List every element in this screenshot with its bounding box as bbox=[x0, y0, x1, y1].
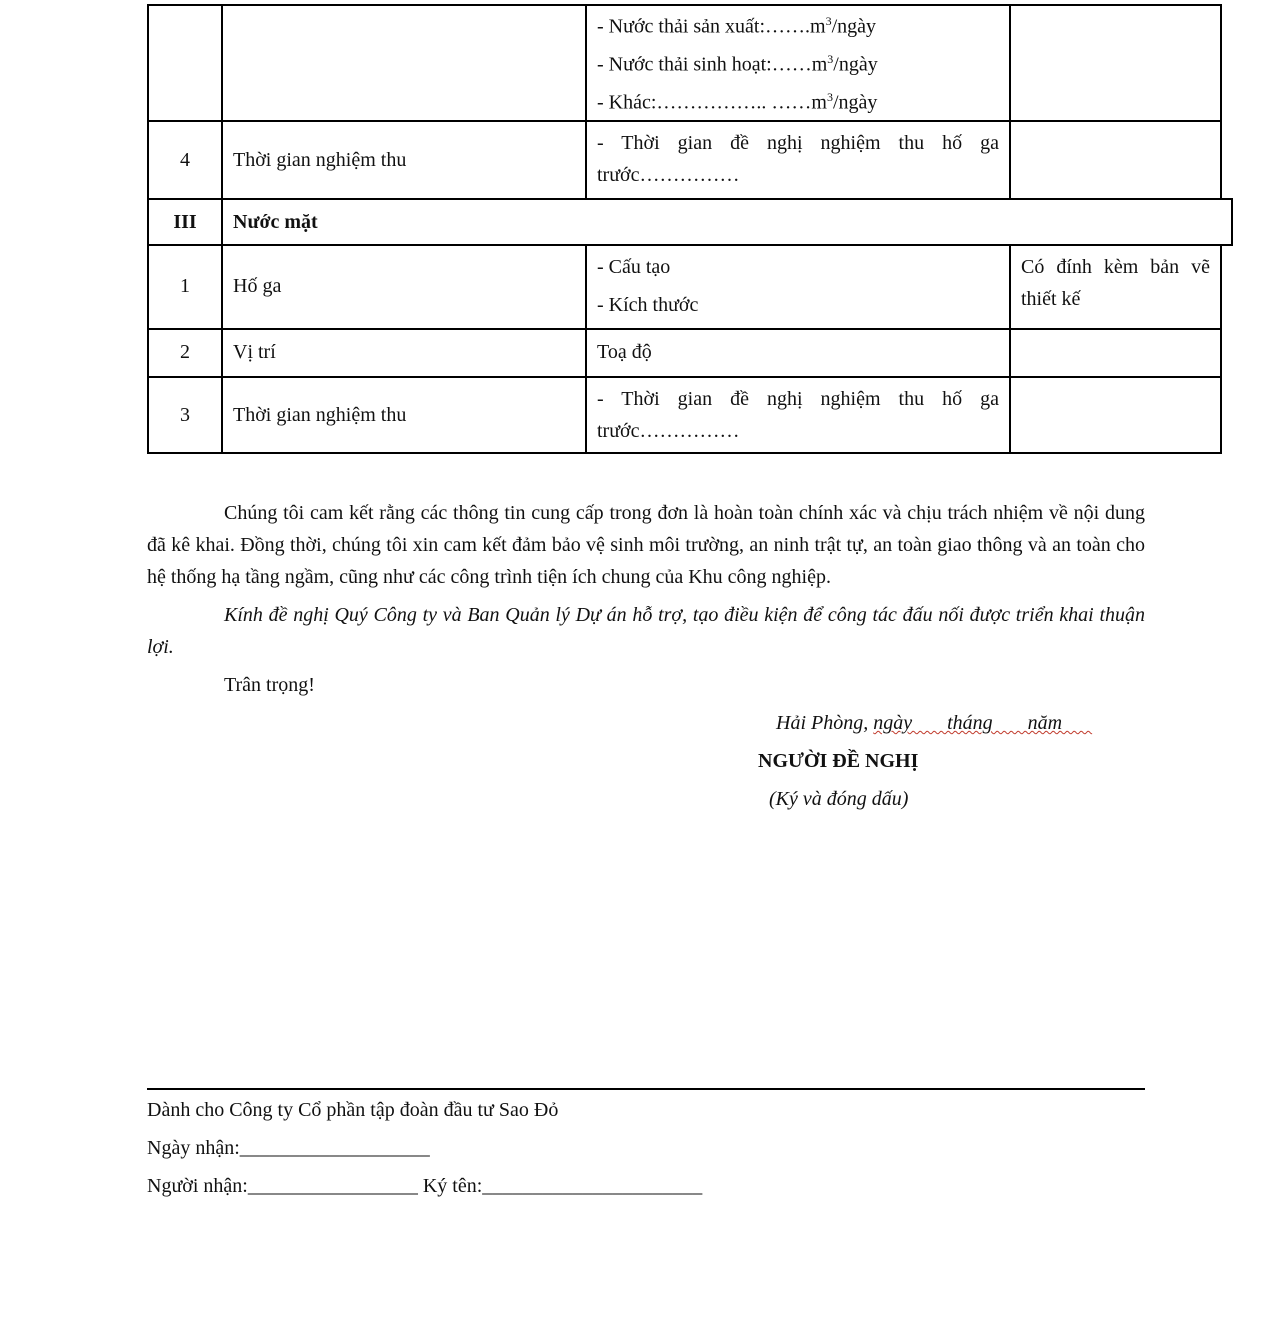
table-cell-detail bbox=[585, 328, 1011, 378]
table-cell-number bbox=[147, 376, 223, 454]
row-detail: Toạ độ bbox=[597, 341, 652, 363]
table-cell-note bbox=[1009, 120, 1222, 200]
row-number: 2 bbox=[180, 341, 190, 363]
closing-text: Trân trọng! bbox=[224, 674, 315, 696]
row-item: Vị trí bbox=[233, 341, 276, 363]
signer-role: NGƯỜI ĐỀ NGHỊ bbox=[758, 750, 919, 772]
table-cell-item bbox=[221, 376, 587, 454]
sign-instruction: (Ký và đóng dấu) bbox=[769, 788, 909, 810]
wastewater-production-line: - Nước thải sản $xuất:\dots\dots.m^3$/ngày bbox=[597, 14, 877, 38]
wastewater-domestic-line: - Nước thải $\sinh hoạt:\dots\dots m^3$/ngày bbox=[597, 52, 878, 76]
row-number: 3 bbox=[180, 404, 190, 426]
row-detail: - Cấu tạo bbox=[597, 256, 671, 278]
section-title: Nước mặt bbox=[233, 211, 318, 233]
table-cell-number bbox=[147, 4, 223, 122]
table-cell-note bbox=[1009, 328, 1222, 378]
section-number: III bbox=[173, 211, 197, 233]
table-cell-number bbox=[147, 328, 223, 378]
row-note-cont: thiết kế bbox=[1021, 288, 1081, 310]
table-cell-number bbox=[147, 120, 223, 200]
row-item: Hố ga bbox=[233, 275, 282, 297]
row-item: Thời gian nghiệm thu bbox=[233, 404, 407, 426]
table-cell-detail bbox=[585, 244, 1011, 330]
row-number: 1 bbox=[180, 275, 190, 297]
footer-divider bbox=[147, 1088, 1145, 1090]
table-cell-note bbox=[1009, 376, 1222, 454]
section-title-cell bbox=[221, 198, 1233, 246]
footer-company: Dành cho Công ty Cổ phần tập đoàn đầu tư Sao Đỏ bbox=[147, 1099, 559, 1121]
commitment-paragraph: Chúng tôi cam kết rằng các thông tin cung cấp trong đơn là hoàn toàn chính xác và chịu trách nhiệm về nội dung đã kê khai. Đồng thời, chúng tôi xin cam kết đảm bảo vệ sinh môi trường, an ninh trật tự, an toàn giao thông và an toàn cho hệ thống hạ tầng ngầm, cũng như các công trình tiện ích chung của Khu công nghiệp. bbox=[147, 502, 1145, 588]
receiver-field: Người nhận:_________________ Ký tên:______________________ bbox=[147, 1175, 703, 1197]
row-number: 4 bbox=[180, 149, 190, 171]
table-cell-item bbox=[221, 328, 587, 378]
place-date-line: Hải Phòng, ngày tháng năm bbox=[776, 712, 1093, 734]
table-cell-number bbox=[147, 244, 223, 330]
table-cell-detail bbox=[585, 376, 1011, 454]
request-paragraph: Kính đề nghị Quý Công ty và Ban Quản lý Dự án hỗ trợ, tạo điều kiện để công tác đấu nối được triển khai thuận lợi. bbox=[147, 604, 1145, 658]
table-cell-number bbox=[147, 198, 223, 246]
row-detail-cont: trước…………… bbox=[597, 420, 740, 442]
specification-table bbox=[147, 4, 1222, 454]
row-detail: - Thời gian đề nghị nghiệm thu hố ga bbox=[597, 132, 999, 154]
row-note: Có đính kèm bản vẽ bbox=[1021, 256, 1210, 278]
row-item: Thời gian nghiệm thu bbox=[233, 149, 407, 171]
table-cell-item bbox=[221, 120, 587, 200]
row-detail: - Thời gian đề nghị nghiệm thu hố ga bbox=[597, 388, 999, 410]
table-cell-detail bbox=[585, 120, 1011, 200]
row-detail-cont: trước…………… bbox=[597, 164, 740, 186]
table-cell-item bbox=[221, 4, 587, 122]
row-detail-2: - Kích thước bbox=[597, 294, 699, 316]
table-cell-note bbox=[1009, 4, 1222, 122]
received-date-field: Ngày nhận:___________________ bbox=[147, 1137, 430, 1159]
table-cell-item bbox=[221, 244, 587, 330]
wastewater-other-line: - Khác:…………….. $\dots\dots m^3$/ngày bbox=[597, 90, 878, 114]
table-cell-detail bbox=[585, 4, 1011, 122]
table-cell-note bbox=[1009, 244, 1222, 330]
